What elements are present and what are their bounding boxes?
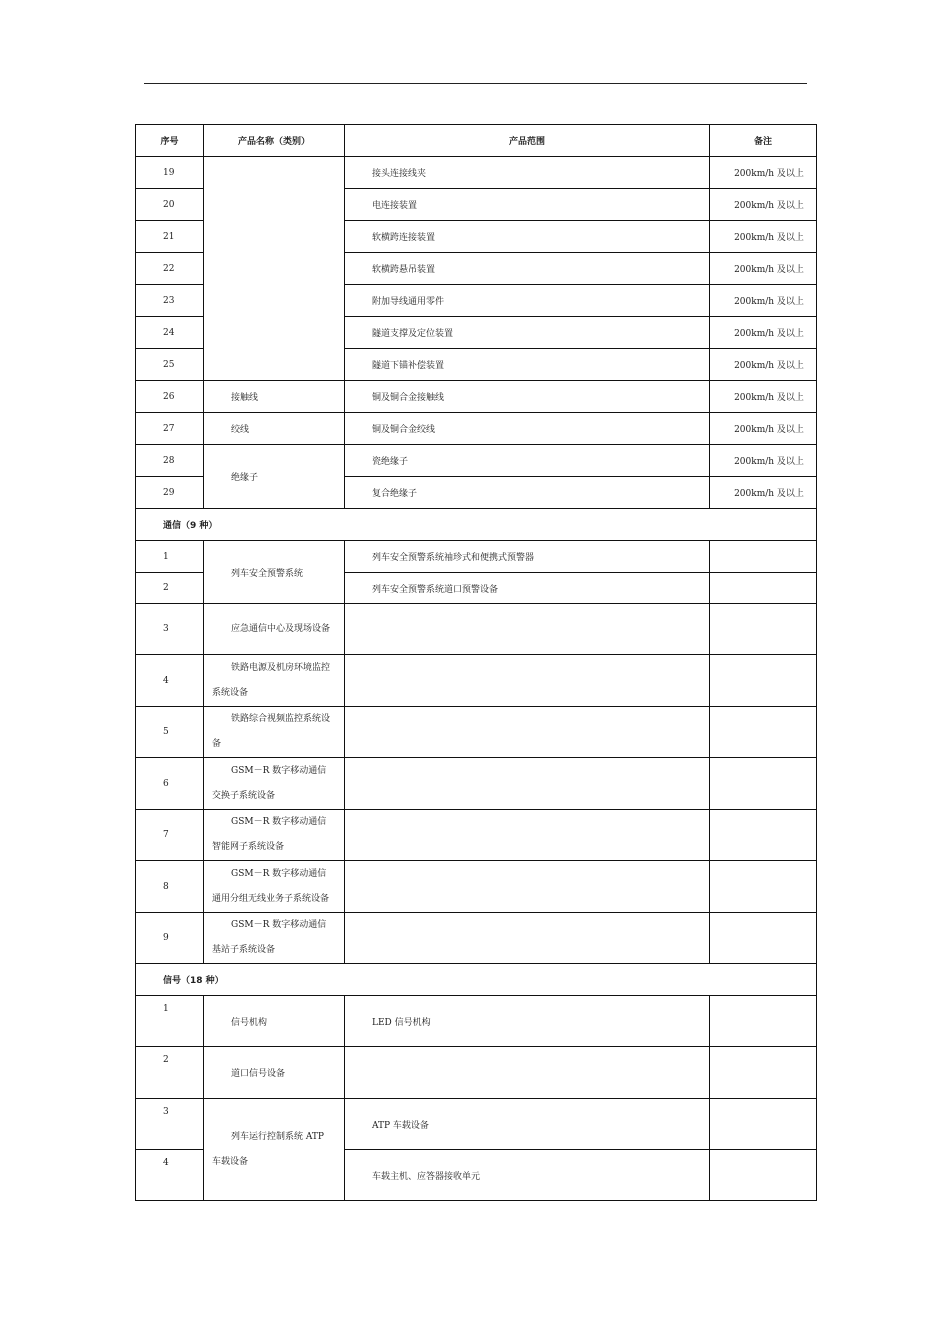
row-num: 6 <box>136 758 204 810</box>
table-row <box>136 604 817 655</box>
row-name: GSM－R 数字移动通信基站子系统设备 <box>204 913 345 964</box>
row-range: 电连接装置 <box>345 189 710 221</box>
row-note <box>710 1150 817 1201</box>
row-name: 道口信号设备 <box>204 1047 345 1099</box>
table-row <box>136 810 817 861</box>
row-note <box>710 913 817 964</box>
row-range: 附加导线通用零件 <box>345 285 710 317</box>
table-row <box>136 996 817 1047</box>
row-range: 隧道支撑及定位装置 <box>345 317 710 349</box>
row-note <box>710 1047 817 1099</box>
row-range <box>345 1047 710 1099</box>
row-name: 信号机构 <box>204 996 345 1047</box>
row-note: 200km/h 及以上 <box>710 445 817 477</box>
table-row <box>136 1099 817 1150</box>
row-num: 4 <box>136 655 204 707</box>
row-num: 26 <box>136 381 204 413</box>
row-note: 200km/h 及以上 <box>710 381 817 413</box>
row-name: 铁路电源及机房环境监控系统设备 <box>204 655 345 707</box>
row-range: 瓷绝缘子 <box>345 445 710 477</box>
row-num: 8 <box>136 861 204 913</box>
table-row <box>136 157 817 189</box>
row-num: 25 <box>136 349 204 381</box>
row-range <box>345 655 710 707</box>
row-num: 28 <box>136 445 204 477</box>
header-range: 产品范围 <box>345 125 710 157</box>
row-range <box>345 913 710 964</box>
row-num: 2 <box>136 573 204 604</box>
row-range: LED 信号机构 <box>345 996 710 1047</box>
row-range <box>345 604 710 655</box>
row-name: 应急通信中心及现场设备 <box>204 604 345 655</box>
row-name: 列车安全预警系统 <box>204 541 345 604</box>
row-name: 接触线 <box>204 381 345 413</box>
row-range: 列车安全预警系统袖珍式和便携式预警器 <box>345 541 710 573</box>
row-range <box>345 707 710 758</box>
table-row <box>136 413 817 445</box>
row-name: GSM－R 数字移动通信通用分组无线业务子系统设备 <box>204 861 345 913</box>
row-note: 200km/h 及以上 <box>710 413 817 445</box>
row-range: 铜及铜合金绞线 <box>345 413 710 445</box>
row-range: 隧道下锚补偿装置 <box>345 349 710 381</box>
row-range: 复合绝缘子 <box>345 477 710 509</box>
row-note <box>710 810 817 861</box>
row-note: 200km/h 及以上 <box>710 157 817 189</box>
row-note <box>710 541 817 573</box>
row-note: 200km/h 及以上 <box>710 477 817 509</box>
row-num: 5 <box>136 707 204 758</box>
row-num: 9 <box>136 913 204 964</box>
section-title-signal: 信号（18 种） <box>136 964 817 996</box>
table-row <box>136 655 817 707</box>
section-row-signal <box>136 964 817 996</box>
row-note: 200km/h 及以上 <box>710 221 817 253</box>
table-header-row <box>136 125 817 157</box>
row-range: 软横跨连接装置 <box>345 221 710 253</box>
row-range: 列车安全预警系统道口预警设备 <box>345 573 710 604</box>
row-num: 27 <box>136 413 204 445</box>
row-num: 3 <box>136 604 204 655</box>
row-name: 铁路综合视频监控系统设备 <box>204 707 345 758</box>
section-title-communication: 通信（9 种） <box>136 509 817 541</box>
product-table <box>135 124 817 1201</box>
section-row-communication <box>136 509 817 541</box>
row-num: 1 <box>136 996 204 1047</box>
row-num: 24 <box>136 317 204 349</box>
row-num: 2 <box>136 1047 204 1099</box>
row-name-empty <box>204 157 345 381</box>
row-num: 7 <box>136 810 204 861</box>
row-num: 4 <box>136 1150 204 1201</box>
row-note <box>710 573 817 604</box>
row-range: 接头连接线夹 <box>345 157 710 189</box>
row-note <box>710 604 817 655</box>
table-row <box>136 707 817 758</box>
row-note <box>710 758 817 810</box>
row-name: GSM－R 数字移动通信智能网子系统设备 <box>204 810 345 861</box>
row-note <box>710 707 817 758</box>
header-num: 序号 <box>136 125 204 157</box>
table-row <box>136 913 817 964</box>
row-num: 21 <box>136 221 204 253</box>
row-range: 铜及铜合金接触线 <box>345 381 710 413</box>
row-note: 200km/h 及以上 <box>710 285 817 317</box>
row-note <box>710 655 817 707</box>
row-name: 绝缘子 <box>204 445 345 509</box>
table-row <box>136 758 817 810</box>
row-range: 软横跨悬吊装置 <box>345 253 710 285</box>
row-range: 车载主机、应答器接收单元 <box>345 1150 710 1201</box>
row-note: 200km/h 及以上 <box>710 253 817 285</box>
row-name: 绞线 <box>204 413 345 445</box>
row-note: 200km/h 及以上 <box>710 317 817 349</box>
header-name: 产品名称（类别） <box>204 125 345 157</box>
header-note: 备注 <box>710 125 817 157</box>
row-range <box>345 861 710 913</box>
row-num: 23 <box>136 285 204 317</box>
row-note <box>710 1099 817 1150</box>
table-row <box>136 861 817 913</box>
row-note: 200km/h 及以上 <box>710 349 817 381</box>
row-num: 22 <box>136 253 204 285</box>
row-num: 29 <box>136 477 204 509</box>
table-row <box>136 445 817 477</box>
row-name: 列车运行控制系统 ATP 车载设备 <box>204 1099 345 1201</box>
table-row <box>136 1047 817 1099</box>
row-num: 19 <box>136 157 204 189</box>
row-name: GSM－R 数字移动通信交换子系统设备 <box>204 758 345 810</box>
row-note <box>710 996 817 1047</box>
header-rule <box>144 83 807 84</box>
row-num: 3 <box>136 1099 204 1150</box>
row-num: 20 <box>136 189 204 221</box>
row-num: 1 <box>136 541 204 573</box>
table-row <box>136 381 817 413</box>
row-range <box>345 758 710 810</box>
row-note: 200km/h 及以上 <box>710 189 817 221</box>
row-note <box>710 861 817 913</box>
row-range: ATP 车载设备 <box>345 1099 710 1150</box>
row-range <box>345 810 710 861</box>
table-row <box>136 541 817 573</box>
